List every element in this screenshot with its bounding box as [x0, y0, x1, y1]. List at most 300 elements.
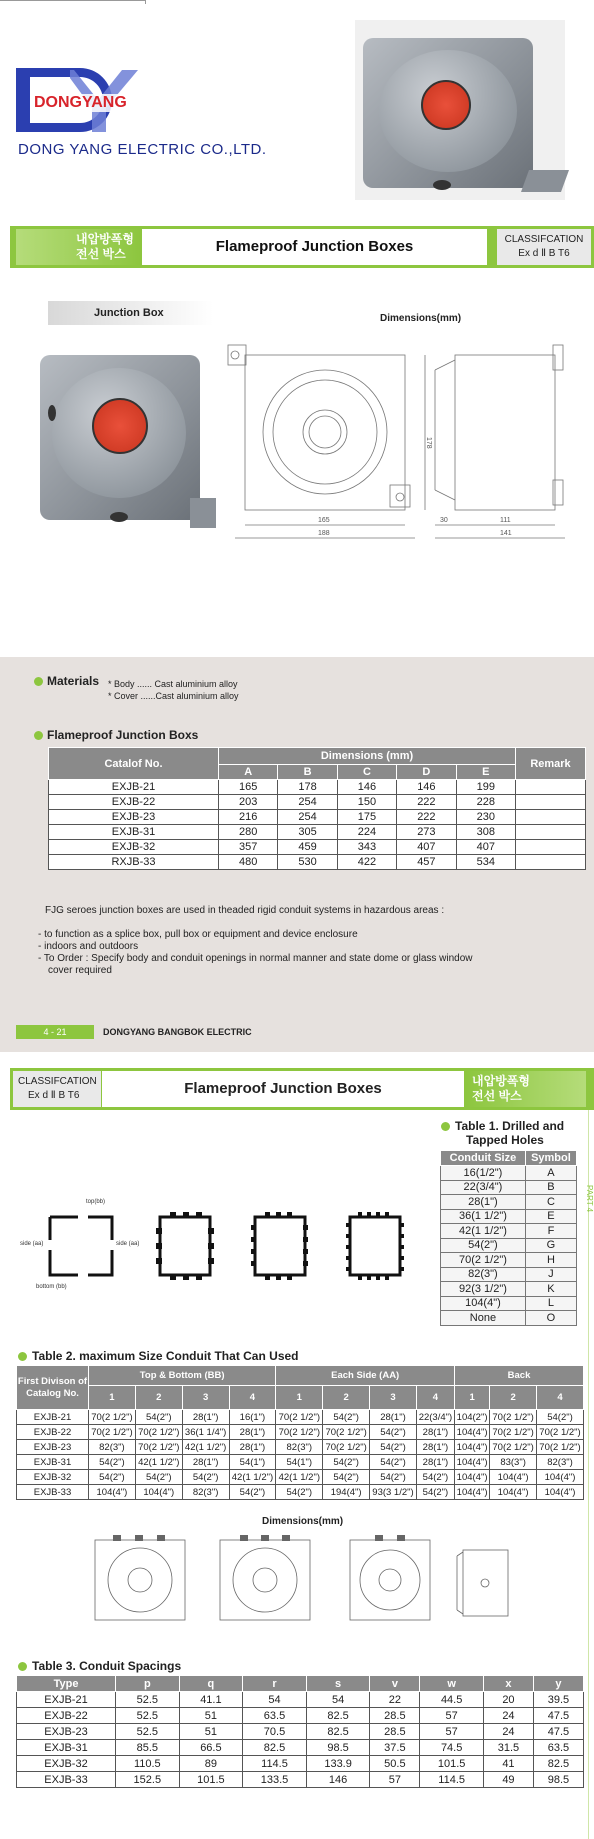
table-cell: 114.5 [420, 1772, 484, 1788]
table-cell: 70(2 1/2") [89, 1410, 136, 1425]
table-cell: 146 [397, 780, 456, 795]
table-cell: 74.5 [420, 1740, 484, 1756]
table-cell: 54(2") [416, 1470, 454, 1485]
table-cell: RXJB-33 [49, 855, 219, 870]
classification-box [497, 229, 591, 265]
col-header: x [483, 1676, 533, 1692]
table-cell: 66.5 [179, 1740, 243, 1756]
table-cell: 280 [219, 825, 278, 840]
table-cell: EXJB-31 [17, 1455, 89, 1470]
dim-depth-total: 141 [500, 530, 512, 537]
description-item: - to function as a splice box, pull box or equipment and device enclosure [38, 929, 358, 940]
table-cell: J [525, 1267, 576, 1282]
table-row [441, 1267, 577, 1282]
table-cell: 534 [456, 855, 515, 870]
table-cell: 70(2 1/2") [537, 1440, 584, 1455]
table-cell: 83(3") [490, 1455, 537, 1470]
table-cell: EXJB-31 [17, 1740, 116, 1756]
table3-heading: Table 3. Conduit Spacings [32, 1659, 182, 1673]
table-cell: 82.5 [533, 1756, 583, 1772]
remark-cell [516, 810, 586, 825]
table-row [441, 1224, 577, 1239]
table-cell: EXJB-21 [49, 780, 219, 795]
table-cell: 104(4") [455, 1485, 490, 1500]
table-cell: 70.5 [243, 1724, 307, 1740]
table-cell: 457 [397, 855, 456, 870]
table-cell: 57 [370, 1772, 420, 1788]
table-cell: C [525, 1195, 576, 1210]
table-cell: 194(4") [323, 1485, 370, 1500]
page-number: 4 - 21 [16, 1025, 94, 1039]
table-cell: 54 [243, 1692, 307, 1708]
table-cell: 70(2 1/2") [490, 1425, 537, 1440]
table-cell: H [525, 1253, 576, 1268]
table-cell: 175 [337, 810, 396, 825]
table-cell: 54(2") [182, 1470, 229, 1485]
table-cell: 70(2 1/2") [323, 1440, 370, 1455]
table-cell: 54(2") [89, 1455, 136, 1470]
col-header-sub: 1 [89, 1386, 136, 1410]
table-cell: 54(2") [323, 1410, 370, 1425]
bullet-icon [18, 1662, 27, 1671]
table-cell: 54(2") [135, 1470, 182, 1485]
table-cell: 98.5 [533, 1772, 583, 1788]
col-header-a: A [219, 765, 278, 780]
dimensions-title-2: Dimensions(mm) [262, 1516, 344, 1527]
table-cell: 133.9 [306, 1756, 370, 1772]
col-header-sub: 3 [370, 1386, 417, 1410]
table-cell: 28(1") [182, 1455, 229, 1470]
table-cell: 28.5 [370, 1724, 420, 1740]
table-cell: 28(1") [416, 1440, 454, 1455]
table-row [17, 1410, 584, 1425]
table-cell: 47.5 [533, 1724, 583, 1740]
table-cell: 51 [179, 1724, 243, 1740]
table-row [49, 780, 586, 795]
table-cell: F [525, 1224, 576, 1239]
materials-body: * Body ...... Cast aluminium alloy [108, 679, 238, 689]
table-cell: 70(2 1/2") [276, 1410, 323, 1425]
table-cell: 57 [420, 1708, 484, 1724]
table-row [17, 1772, 584, 1788]
col-header-symbol: Symbol [525, 1151, 576, 1166]
col-header-sub: 2 [135, 1386, 182, 1410]
table-cell: 459 [278, 840, 337, 855]
table-cell: 146 [306, 1772, 370, 1788]
table-cell: 82.5 [306, 1724, 370, 1740]
table-cell: 104(4") [455, 1455, 490, 1470]
conduit-symbols-table [440, 1150, 577, 1326]
table-cell: 82(3") [441, 1267, 526, 1282]
table-cell: 41 [483, 1756, 533, 1772]
table-cell: 54(2") [135, 1410, 182, 1425]
table-cell: 92(3 1/2") [441, 1282, 526, 1297]
col-header-sub: 4 [537, 1386, 584, 1410]
table-cell: 54(2") [370, 1425, 417, 1440]
remark-cell [516, 780, 586, 795]
table-cell: 49 [483, 1772, 533, 1788]
remark-cell [516, 840, 586, 855]
table-cell: 82(3") [182, 1485, 229, 1500]
table-cell: 98.5 [306, 1740, 370, 1756]
table-cell: 82.5 [306, 1708, 370, 1724]
table-cell: 224 [337, 825, 396, 840]
col-header-remark: Remark [516, 748, 586, 780]
table-cell: 54(1") [229, 1455, 276, 1470]
table-cell: 110.5 [116, 1756, 180, 1772]
table-cell: EXJB-23 [17, 1724, 116, 1740]
col-header: Type [17, 1676, 116, 1692]
junction-box-dimensions-table [48, 747, 586, 870]
table-cell: 104(4") [455, 1470, 490, 1485]
table-cell: 104(4") [537, 1485, 584, 1500]
table-cell: 36(1 1/2") [441, 1209, 526, 1224]
table-cell: 104(4") [537, 1470, 584, 1485]
table-cell: 54(2") [370, 1455, 417, 1470]
table-cell: 101.5 [420, 1756, 484, 1772]
table-cell: K [525, 1282, 576, 1297]
table-cell: 199 [456, 780, 515, 795]
table-cell: 54(2") [416, 1485, 454, 1500]
table-cell: 146 [337, 780, 396, 795]
table-cell: EXJB-23 [17, 1440, 89, 1455]
table-row [17, 1724, 584, 1740]
korean-title-line2: 전선 박스 [76, 247, 126, 261]
col-header: r [243, 1676, 307, 1692]
table2-heading: Table 2. maximum Size Conduit That Can Used [32, 1349, 299, 1363]
table-cell: 308 [456, 825, 515, 840]
table-cell: EXJB-32 [49, 840, 219, 855]
table-cell: 28(1") [441, 1195, 526, 1210]
col-header: s [306, 1676, 370, 1692]
table-cell: 28(1") [229, 1425, 276, 1440]
col-header-b: B [278, 765, 337, 780]
table-cell: 70(2 1/2") [135, 1440, 182, 1455]
table-row [17, 1485, 584, 1500]
table-cell: EXJB-22 [17, 1708, 116, 1724]
table-cell: EXJB-21 [17, 1410, 89, 1425]
table-cell: 480 [219, 855, 278, 870]
table-cell: 57 [420, 1724, 484, 1740]
table-cell: B [525, 1180, 576, 1195]
table-row [17, 1440, 584, 1455]
materials-cover: * Cover ......Cast aluminium alloy [108, 691, 239, 701]
table-cell: 42(1 1/2") [441, 1224, 526, 1239]
col-header-sub: 4 [229, 1386, 276, 1410]
table-cell: 54(2") [323, 1470, 370, 1485]
table-cell: 70(2 1/2") [490, 1410, 537, 1425]
korean-title-line1: 내압방폭형 [472, 1074, 530, 1088]
table-cell: 165 [219, 780, 278, 795]
col-header-sub: 1 [455, 1386, 490, 1410]
description-item: - indoors and outdoors [38, 941, 139, 952]
table-cell: 114.5 [243, 1756, 307, 1772]
col-header-sub: 2 [490, 1386, 537, 1410]
table-cell: 70(2 1/2") [135, 1425, 182, 1440]
table-cell: 104(4") [490, 1485, 537, 1500]
table-cell: EXJB-22 [49, 795, 219, 810]
table-cell: 22(3/4") [416, 1410, 454, 1425]
table-row [49, 825, 586, 840]
table-cell: 28(1") [370, 1410, 417, 1425]
table-row [441, 1195, 577, 1210]
classification-value: Ex d Ⅱ B T6 [518, 248, 570, 259]
table-cell: 28(1") [182, 1410, 229, 1425]
table-cell: 54(2") [276, 1485, 323, 1500]
table-cell: 230 [456, 810, 515, 825]
table-row [441, 1296, 577, 1311]
logo-text: DONGYANG [34, 94, 127, 111]
table-cell: 54(2") [441, 1238, 526, 1253]
table-cell: 31.5 [483, 1740, 533, 1756]
col-header-back: Back [455, 1366, 584, 1386]
table-row [441, 1180, 577, 1195]
table-row [441, 1282, 577, 1297]
table-cell: E [525, 1209, 576, 1224]
table-cell: 22(3/4") [441, 1180, 526, 1195]
dim-height: 178 [425, 437, 432, 449]
table-cell: EXJB-22 [17, 1425, 89, 1440]
table-row [49, 840, 586, 855]
col-header: w [420, 1676, 484, 1692]
table-cell: 104(2") [455, 1410, 490, 1425]
col-header-each-side: Each Side (AA) [276, 1366, 455, 1386]
table-cell: 254 [278, 810, 337, 825]
col-header-d: D [397, 765, 456, 780]
section-subtitle: Junction Box [48, 301, 213, 325]
side-tab: PART 4 [585, 1185, 594, 1213]
table-cell: 407 [456, 840, 515, 855]
table-cell: 104(4") [490, 1470, 537, 1485]
table-cell: EXJB-21 [17, 1692, 116, 1708]
conduit-spacing-drawing [85, 1530, 525, 1630]
conduit-spacings-table [16, 1675, 584, 1788]
classification-label: CLASSIFCATION [18, 1076, 97, 1087]
table-row [441, 1253, 577, 1268]
bullet-icon [441, 1122, 450, 1131]
col-header: y [533, 1676, 583, 1692]
table-cell: 93(3 1/2") [370, 1485, 417, 1500]
table-cell: 28(1") [229, 1440, 276, 1455]
table-cell: 228 [456, 795, 515, 810]
col-header-dimensions: Dimensions (mm) [219, 748, 516, 765]
description-item: - To Order : Specify body and conduit openings in normal manner and state dome or glass window [38, 953, 473, 964]
col-header-sub: 4 [416, 1386, 454, 1410]
table-cell: 222 [397, 795, 456, 810]
table-cell: 42(1 1/2") [182, 1440, 229, 1455]
table-cell: EXJB-32 [17, 1756, 116, 1772]
table-cell: 407 [397, 840, 456, 855]
table-cell: 63.5 [243, 1708, 307, 1724]
diagram-label-bottom: bottom (bb) [36, 1284, 67, 1290]
table-cell: 28.5 [370, 1708, 420, 1724]
table-cell: 39.5 [533, 1692, 583, 1708]
table-cell: 42(1 1/2") [276, 1470, 323, 1485]
korean-title [16, 229, 140, 265]
table-row [49, 795, 586, 810]
table-row [49, 855, 586, 870]
product-photo-main [30, 350, 215, 535]
table-cell: 70(2 1/2") [89, 1425, 136, 1440]
page-title: Flameproof Junction Boxes [142, 229, 487, 265]
table-cell: EXJB-33 [17, 1772, 116, 1788]
col-header-c: C [337, 765, 396, 780]
bullet-icon [18, 1352, 27, 1361]
table-row [17, 1740, 584, 1756]
diagram-label-side-right: side (aa) [116, 1241, 140, 1247]
table-cell: 54(1") [276, 1455, 323, 1470]
dim-width-outer: 188 [318, 530, 330, 537]
col-header-conduit-size: Conduit Size [441, 1151, 526, 1166]
table-cell: 150 [337, 795, 396, 810]
table-cell: 63.5 [533, 1740, 583, 1756]
table-cell: 50.5 [370, 1756, 420, 1772]
korean-title-page2 [466, 1071, 586, 1107]
table-cell: A [525, 1166, 576, 1181]
col-header-first-division: First Divison of Catalog No. [17, 1366, 89, 1410]
top-rule [0, 0, 145, 1]
materials-heading: Materials [47, 674, 100, 688]
table-cell: 82(3") [537, 1455, 584, 1470]
table-cell: 104(4") [89, 1485, 136, 1500]
dimensions-title: Dimensions(mm) [380, 313, 462, 324]
classification-value: Ex d Ⅱ B T6 [28, 1090, 80, 1101]
table-cell: 70(2 1/2") [441, 1253, 526, 1268]
table-cell: G [525, 1238, 576, 1253]
table-cell: EXJB-31 [49, 825, 219, 840]
table1-heading: Flameproof Junction Boxs [47, 728, 199, 742]
top-rule-tick [145, 0, 146, 4]
description-intro: FJG seroes junction boxes are used in theaded rigid conduit systems in hazardous areas : [45, 905, 445, 916]
table-cell: EXJB-33 [17, 1485, 89, 1500]
table-cell: 133.5 [243, 1772, 307, 1788]
table-cell: 70(2 1/2") [276, 1425, 323, 1440]
table-cell: 16(1/2") [441, 1166, 526, 1181]
company-name: DONG YANG ELECTRIC CO.,LTD. [18, 141, 267, 158]
col-header: q [179, 1676, 243, 1692]
table-row [17, 1692, 584, 1708]
table-cell: 28(1") [416, 1425, 454, 1440]
dim-width-inner: 165 [318, 517, 330, 524]
diagram-label-side-left: side (aa) [20, 1241, 44, 1247]
table-cell: 82.5 [243, 1740, 307, 1756]
table-cell: 54(2") [89, 1470, 136, 1485]
page-title-page2: Flameproof Junction Boxes [102, 1071, 464, 1107]
table-cell: 20 [483, 1692, 533, 1708]
remark-cell [516, 855, 586, 870]
description-item: cover required [48, 965, 112, 976]
table-cell: O [525, 1311, 576, 1326]
col-header-catalog: Catalof No. [49, 748, 219, 780]
table-cell: 24 [483, 1724, 533, 1740]
korean-title-line2: 전선 박스 [472, 1089, 522, 1103]
table-cell: 85.5 [116, 1740, 180, 1756]
footer-company: DONGYANG BANGBOK ELECTRIC [103, 1027, 252, 1037]
table-cell: 530 [278, 855, 337, 870]
col-header-top-bottom: Top & Bottom (BB) [89, 1366, 276, 1386]
table-row [17, 1470, 584, 1485]
dimension-drawing [225, 340, 575, 540]
table-row [17, 1756, 584, 1772]
table-cell: 70(2 1/2") [490, 1440, 537, 1455]
table-cell: 42(1 1/2") [229, 1470, 276, 1485]
table-cell: 22 [370, 1692, 420, 1708]
col-header: p [116, 1676, 180, 1692]
table-cell: 44.5 [420, 1692, 484, 1708]
dim-depth-b: 111 [500, 517, 511, 524]
table-cell: 37.5 [370, 1740, 420, 1756]
korean-title-line1: 내압방폭형 [76, 232, 134, 246]
table-cell: 24 [483, 1708, 533, 1724]
table-cell: 54(2") [370, 1470, 417, 1485]
table-cell: 222 [397, 810, 456, 825]
table-cell: EXJB-32 [17, 1470, 89, 1485]
table-cell: 47.5 [533, 1708, 583, 1724]
table-cell: 178 [278, 780, 337, 795]
table-cell: 41.1 [179, 1692, 243, 1708]
table-row [441, 1166, 577, 1181]
table1-symbols-heading: Table 1. Drilled and [455, 1119, 565, 1133]
table-cell: 104(4") [135, 1485, 182, 1500]
table-cell: 52.5 [116, 1708, 180, 1724]
table-cell: None [441, 1311, 526, 1326]
table-cell: 54(2") [370, 1440, 417, 1455]
col-header: v [370, 1676, 420, 1692]
table-cell: 51 [179, 1708, 243, 1724]
table-cell: 82(3") [89, 1440, 136, 1455]
table-cell: 152.5 [116, 1772, 180, 1788]
table-cell: 54(2") [537, 1410, 584, 1425]
table-cell: 16(1") [229, 1410, 276, 1425]
table-row [441, 1238, 577, 1253]
col-header-sub: 1 [276, 1386, 323, 1410]
col-header-e: E [456, 765, 515, 780]
table-cell: 357 [219, 840, 278, 855]
table-cell: 104(4") [455, 1440, 490, 1455]
remark-cell [516, 795, 586, 810]
remark-cell [516, 825, 586, 840]
max-conduit-size-table [16, 1365, 584, 1500]
table-row [441, 1311, 577, 1326]
table-cell: 101.5 [179, 1772, 243, 1788]
table-cell: 70(2 1/2") [323, 1425, 370, 1440]
table-cell: 42(1 1/2") [135, 1455, 182, 1470]
classification-box-page2 [13, 1071, 101, 1107]
table-cell: 28(1") [416, 1455, 454, 1470]
bullet-icon [34, 677, 43, 686]
table-cell: 216 [219, 810, 278, 825]
table1-symbols-heading-2: Tapped Holes [466, 1133, 544, 1147]
table-cell: 70(2 1/2") [537, 1425, 584, 1440]
table-cell: 36(1 1/4") [182, 1425, 229, 1440]
table-cell: 54(2") [229, 1485, 276, 1500]
table-row [17, 1455, 584, 1470]
conduit-position-diagrams [20, 1195, 430, 1295]
table-cell: 203 [219, 795, 278, 810]
table-cell: 104(4") [441, 1296, 526, 1311]
dim-depth-a: 30 [440, 517, 448, 524]
col-header-sub: 3 [182, 1386, 229, 1410]
table-cell: L [525, 1296, 576, 1311]
table-cell: 104(4") [455, 1425, 490, 1440]
table-cell: 273 [397, 825, 456, 840]
table-cell: 54 [306, 1692, 370, 1708]
table-cell: 54(2") [323, 1455, 370, 1470]
product-photo-top [355, 20, 565, 200]
col-header-sub: 2 [323, 1386, 370, 1410]
table-row [17, 1708, 584, 1724]
table-row [49, 810, 586, 825]
